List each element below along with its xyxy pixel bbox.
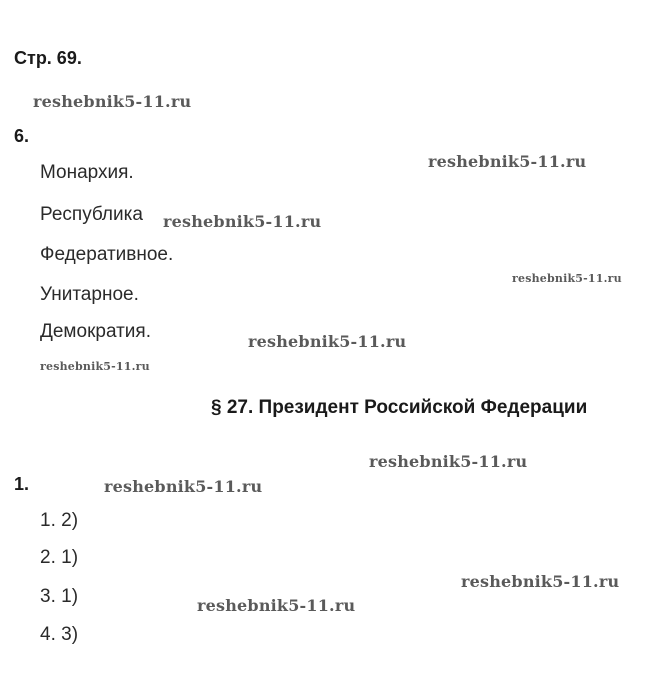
watermark: reshebnik5-11.ru [197,596,356,615]
task-1-number: 1. [14,474,30,494]
task-1-answer-4: 4. 3) [40,624,79,645]
watermark: reshebnik5-11.ru [248,332,407,351]
task-6-answer-3: Федеративное. [40,244,174,265]
task-1-answer-3: 3. 1) [40,586,79,607]
task-6-answer-5: Демократия. [40,321,151,342]
section-title: § 27. Президент Российской Федерации [211,397,588,418]
watermark: reshebnik5-11.ru [369,452,528,471]
task-6-number: 6. [14,126,30,146]
task-6-answer-4: Унитарное. [40,284,139,305]
task-1-answer-1: 1. 2) [40,510,79,531]
watermark: reshebnik5-11.ru [512,272,622,285]
task-6-answer-1: Монархия. [40,162,134,183]
watermark: reshebnik5-11.ru [33,92,192,111]
watermark: reshebnik5-11.ru [461,572,620,591]
watermark: reshebnik5-11.ru [40,360,150,373]
watermark: reshebnik5-11.ru [428,152,587,171]
page-number: Стр. 69. [14,48,82,68]
task-1-answer-2: 2. 1) [40,547,79,568]
task-6-answer-2: Республика [40,204,143,225]
watermark: reshebnik5-11.ru [104,477,263,496]
watermark: reshebnik5-11.ru [163,212,322,231]
